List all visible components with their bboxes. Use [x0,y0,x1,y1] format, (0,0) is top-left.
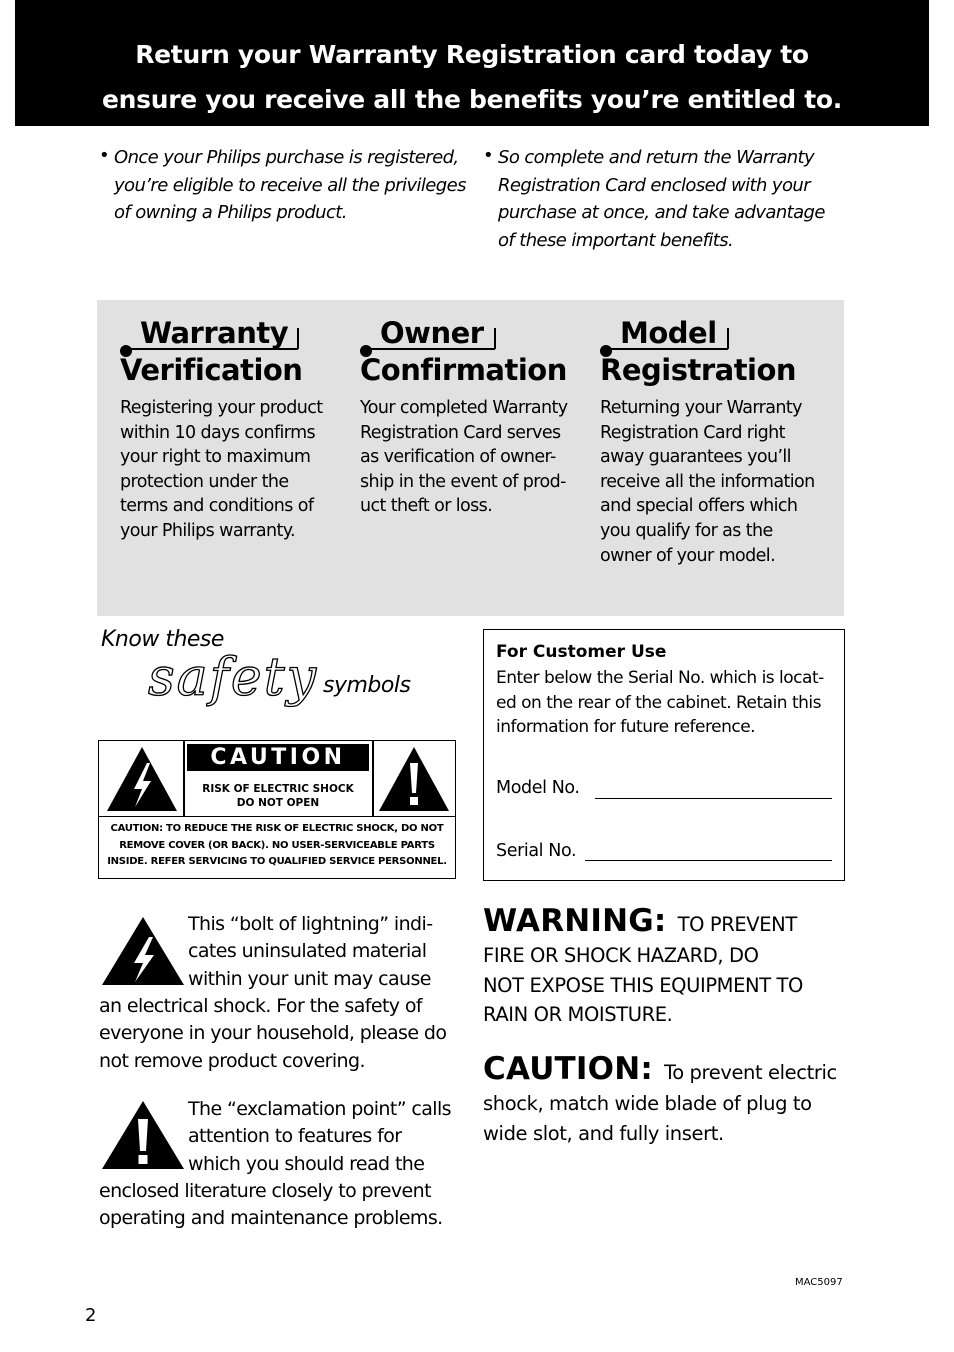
benefit-title: Model [620,316,717,350]
benefit-line: Your completed Warranty [360,398,568,418]
model-code: MAC5097 [795,1277,843,1288]
warning-line: RAIN OR MOISTURE. [483,1003,673,1026]
explanation-line: cates uninsulated material [188,940,427,963]
benefit-title: Warranty [140,316,289,350]
caution-label-title: CAUTION [187,744,369,771]
exclamation-explanation [188,1096,451,1178]
banner-line-2: ensure you receive all the benefits you’re entitled to. [102,85,842,114]
benefit-line: ship in the event of prod- [360,471,566,492]
benefit-line: your right to maximum [120,447,311,468]
serial-number-label: Serial No. [496,841,577,861]
benefit-body [600,396,825,568]
symbols-label: symbols [323,673,411,698]
caution-text [483,1089,812,1148]
intro-left-line: you’re eligible to receive all the privileges [114,174,466,196]
customer-use-title: For Customer Use [496,642,667,662]
benefit-line: away guarantees you’ll [600,447,791,468]
warning-heading: WARNING: [483,903,667,939]
benefit-heading [360,318,585,392]
benefit-heading [600,318,825,392]
warning-text [483,941,803,1030]
caution-warning-label [98,740,456,879]
caution-label-notice [103,821,451,871]
benefit-line: within 10 days confirms [120,422,316,443]
exclamation-triangle-icon [377,745,451,813]
notice-line: CAUTION: TO REDUCE THE RISK OF ELECTRIC SHOCK, DO NOT [110,823,444,834]
explanation-line: everyone in your household, please do [99,1022,447,1045]
registration-banner [15,0,929,126]
benefit-body [360,396,585,519]
benefit-body [120,396,345,544]
intro-right-line: So complete and return the Warranty [498,147,815,168]
benefit-line: you qualify for as the [600,520,773,541]
intro-right-line: of these important benefits. [498,229,734,251]
benefit-line: uct theft or loss. [360,496,493,517]
caution-label-top [99,741,455,817]
benefit-line: your Philips warranty. [120,520,295,541]
bullet: • [483,145,494,166]
safety-logo-word: safety [148,648,318,708]
lightning-explanation [188,911,432,993]
customer-use-description [496,666,836,740]
explanation-line: enclosed literature closely to prevent [99,1180,431,1202]
lightning-bolt-triangle-icon [100,915,186,987]
exclamation-triangle-icon [100,1099,186,1171]
desc-line: information for future reference. [496,717,756,738]
serial-number-field[interactable] [585,860,832,861]
know-these-label: Know these [101,627,224,652]
caution-block [483,1051,837,1088]
benefit-title: Registration [600,353,797,387]
benefit-owner-confirmation [360,318,585,519]
risk-line: DO NOT OPEN [236,796,320,809]
explanation-line: within your unit may cause [188,967,431,990]
benefit-line: as verification of owner- [360,447,556,468]
intro-right-line: purchase at once, and take advantage [498,202,825,223]
customer-use-box [483,629,845,881]
benefit-line: Registration Card serves [360,422,561,443]
benefit-line: and special offers which [600,496,798,517]
caution-risk-text [185,783,371,810]
model-number-label: Model No. [496,778,580,798]
benefit-line: terms and conditions of [120,496,314,517]
benefit-line: Returning your Warranty [600,398,802,418]
benefit-line: Registration Card right [600,422,785,443]
page-number: 2 [85,1305,97,1326]
caution-heading: CAUTION: [483,1051,653,1087]
bullet: • [99,145,110,166]
warning-line: NOT EXPOSE THIS EQUIPMENT TO [483,973,803,997]
benefit-heading [120,318,345,392]
explanation-line: which you should read the [188,1152,425,1175]
exclamation-explanation-cont [99,1178,443,1233]
warning-line: FIRE OR SHOCK HAZARD, DO [483,944,759,967]
caution-line: shock, match wide blade of plug to [483,1092,812,1115]
benefit-line: protection under the [120,471,289,492]
benefit-title: Verification [120,353,303,387]
model-number-field[interactable] [595,798,832,799]
lightning-explanation-cont [99,993,446,1075]
banner-line-1: Return your Warranty Registration card today to [135,40,809,69]
benefit-model-registration [600,318,825,568]
desc-line: ed on the rear of the cabinet. Retain this [496,692,822,713]
notice-line: REMOVE COVER (OR BACK). NO USER-SERVICEABLE PARTS [119,839,435,851]
intro-right-line: Registration Card enclosed with your [498,174,810,196]
benefits-panel [97,300,844,616]
explanation-line: not remove product covering. [99,1049,365,1072]
explanation-line: attention to features for [188,1125,402,1148]
risk-line: RISK OF ELECTRIC SHOCK [202,783,354,795]
benefit-line: Registering your product [120,398,323,418]
caution-line: To prevent electric [664,1061,837,1084]
notice-line: INSIDE. REFER SERVICING TO QUALIFIED SERVICE PERSONNEL. [107,856,447,867]
explanation-line: This “bolt of lightning” indi- [188,913,433,935]
caution-line: wide slot, and fully insert. [483,1121,724,1145]
benefit-title: Owner [380,316,484,350]
benefit-line: owner of your model. [600,545,776,566]
explanation-line: operating and maintenance problems. [99,1207,443,1230]
warning-block [483,903,797,940]
intro-left-line: Once your Philips purchase is registered, [114,147,459,168]
benefit-title: Confirmation [360,353,567,387]
explanation-line: The “exclamation point” calls [188,1098,451,1120]
lightning-bolt-triangle-icon [105,745,179,813]
explanation-line: an electrical shock. For the safety of [99,995,422,1017]
warning-line: TO PREVENT [677,913,797,936]
benefit-warranty-verification [120,318,345,544]
desc-line: Enter below the Serial No. which is locat- [496,668,824,688]
intro-left-line: of owning a Philips product. [114,202,347,223]
benefit-line: receive all the information [600,471,815,492]
